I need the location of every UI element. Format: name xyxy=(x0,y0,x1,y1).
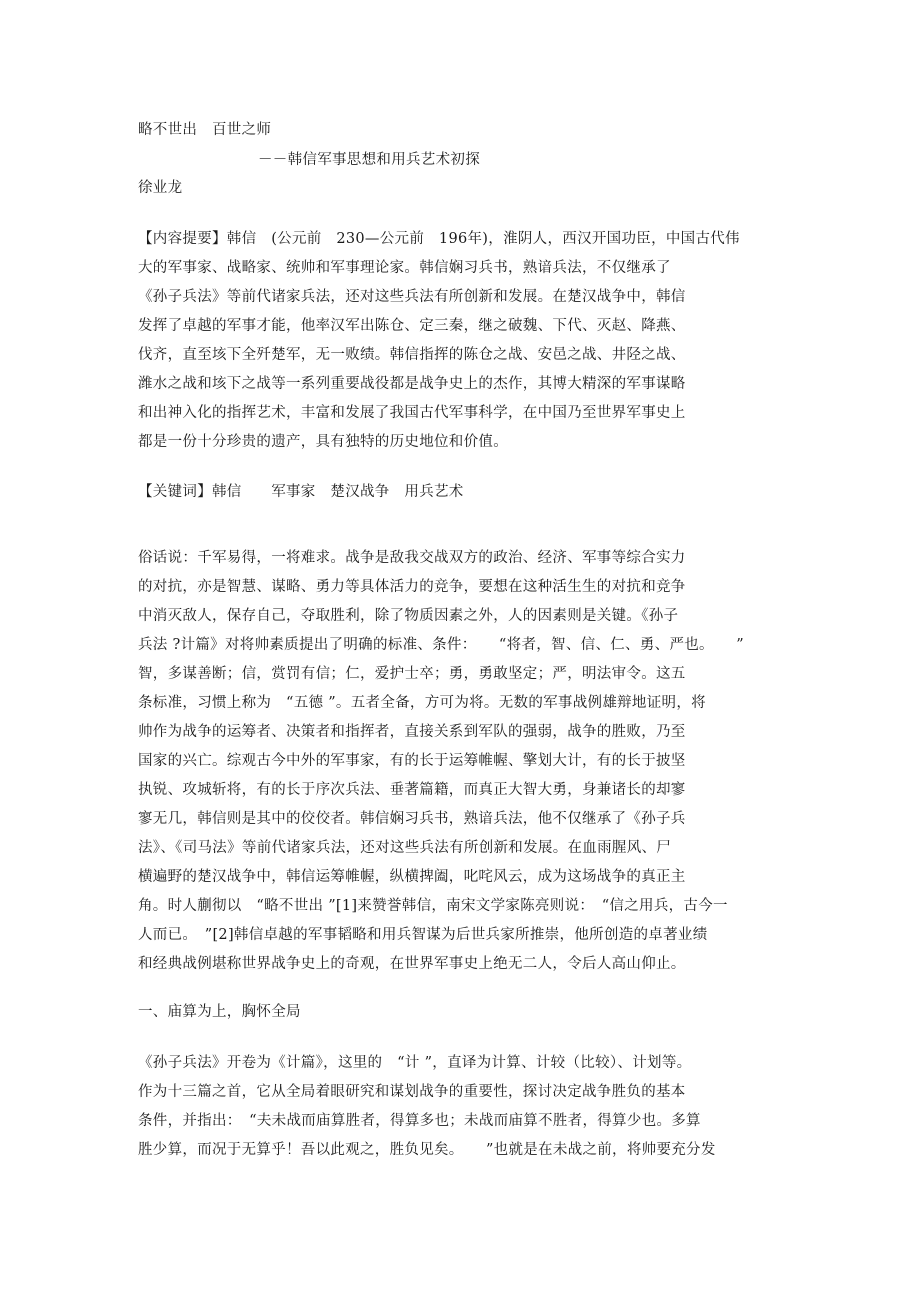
body-line: 角。时人蒯彻以 “略不世出 ”[1]来赞誉韩信，南宋文学家陈亮则说： “信之用兵，古今一 xyxy=(138,898,728,914)
abstract-line: 【内容提要】韩信 (公元前 230—公元前 196年)，淮阴人，西汉开国功臣，中国古代伟 xyxy=(138,231,740,247)
body-line: 法》、《司马法》等前代诸家兵法，还对这些兵法有所创新和发展。在血雨腥风、尸 xyxy=(138,840,672,856)
body-line: 人而已。 ”[2]韩信卓越的军事韬略和用兵智谋为后世兵家所推崇，他所创造的卓著业绩 xyxy=(138,927,708,943)
section1-line: 条件，并指出： “夫未战而庙算胜者，得算多也；未战而庙算不胜者，得算少也。多算 xyxy=(138,1113,701,1129)
body-line: 中消灭敌人，保存自己，夺取胜利，除了物质因素之外，人的因素则是关键。《孙子 xyxy=(138,608,679,624)
section-heading: 一、庙算为上，胸怀全局 xyxy=(138,1004,301,1020)
abstract-line: 潍水之战和垓下之战等一系列重要战役都是战争史上的杰作，其博大精深的军事谋略 xyxy=(138,376,686,392)
body-line: 的对抗，亦是智慧、谋略、勇力等具体活力的竞争，要想在这种活生生的对抗和竞争 xyxy=(138,579,686,595)
abstract-line: 《孙子兵法》等前代诸家兵法，还对这些兵法有所创新和发展。在楚汉战争中，韩信 xyxy=(138,289,686,305)
keywords-line: 【关键词】韩信 军事家 楚汉战争 用兵艺术 xyxy=(138,484,464,500)
abstract-line: 都是一份十分珍贵的遗产，具有独特的历史地位和价值。 xyxy=(138,434,508,450)
section1-line: 胜少算，而况于无算乎！吾以此观之，胜负见矣。 ”也就是在未战之前，将帅要充分发 xyxy=(138,1142,716,1158)
body-line: 和经典战例堪称世界战争史上的奇观，在世界军事史上绝无二人，令后人高山仰止。 xyxy=(138,956,686,972)
body-line: 条标准，习惯上称为 “五德 ”。五者全备，方可为将。无数的军事战例雄辩地证明，将 xyxy=(138,695,706,711)
body-line: 智，多谋善断；信，赏罚有信；仁，爱护士卒；勇，勇敢坚定；严，明法审令。这五 xyxy=(138,666,686,682)
body-line: 帅作为战争的运筹者、决策者和指挥者，直接关系到军队的强弱，战争的胜败，乃至 xyxy=(138,724,686,740)
body-line: 执锐、攻城斩将，有的长于序次兵法、垂著篇籍，而真正大智大勇，身兼诸长的却寥 xyxy=(138,782,686,798)
abstract-line: 和出神入化的指挥艺术，丰富和发展了我国古代军事科学，在中国乃至世界军事史上 xyxy=(138,405,686,421)
document-title: 略不世出 百世之师 xyxy=(138,122,272,138)
document-subtitle: －－韩信军事思想和用兵艺术初探 xyxy=(258,152,480,168)
body-line: 俗话说：千军易得，一将难求。战争是敌我交战双方的政治、经济、军事等综合实力 xyxy=(138,550,686,566)
abstract-line: 发挥了卓越的军事才能，他率汉军出陈仓、定三秦，继之破魏、下代、灭赵、降燕、 xyxy=(138,318,686,334)
body-line: 国家的兴亡。综观古今中外的军事家，有的长于运筹帷幄、擎划大计，有的长于披坚 xyxy=(138,753,686,769)
abstract-line: 伐齐，直至垓下全歼楚军，无一败绩。韩信指挥的陈仓之战、安邑之战、井陉之战、 xyxy=(138,347,686,363)
body-line: 寥无几，韩信则是其中的佼佼者。韩信娴习兵书，熟谙兵法，他不仅继承了《孙子兵 xyxy=(138,811,686,827)
section1-line: 《孙子兵法》开卷为《计篇》，这里的 “计 ”，直译为计算、计较（比较）、计划等。 xyxy=(138,1055,692,1071)
section1-line: 作为十三篇之首，它从全局着眼研究和谋划战争的重要性，探讨决定战争胜负的基本 xyxy=(138,1084,686,1100)
author-name: 徐业龙 xyxy=(138,180,183,196)
abstract-line: 大的军事家、战略家、统帅和军事理论家。韩信娴习兵书，熟谙兵法，不仅继承了 xyxy=(138,260,671,276)
body-line: 横遍野的楚汉战争中，韩信运筹帷幄，纵横捭阖，叱咤风云，成为这场战争的真正主 xyxy=(138,869,686,885)
body-line: 兵法 ?计篇》对将帅素质提出了明确的标准、条件： “将者，智、信、仁、勇、严也。 ” xyxy=(138,637,744,653)
